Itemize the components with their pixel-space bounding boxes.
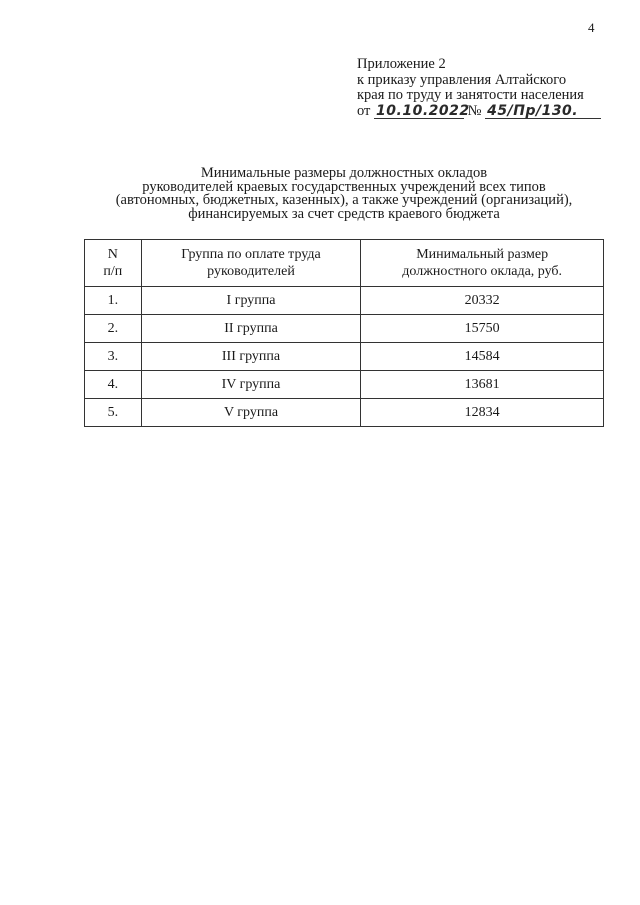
- table-header-row: [85, 240, 604, 287]
- header-number-line-1: N: [107, 247, 118, 262]
- row-salary: 20332: [361, 287, 604, 315]
- handwritten-number: 45/Пр/130.: [487, 102, 579, 119]
- table-row: [85, 287, 604, 315]
- number-sign: №: [467, 102, 482, 119]
- table-row: [85, 371, 604, 399]
- header-salary: [361, 240, 604, 287]
- header-number-line-2: п/п: [103, 264, 123, 279]
- row-group: II группа: [141, 315, 361, 343]
- order-reference: [357, 104, 617, 120]
- row-salary: 12834: [361, 399, 604, 427]
- row-group: V группа: [141, 399, 361, 427]
- appendix-line-3: края по труду и занятости населения: [357, 87, 584, 103]
- appendix-line-2: к приказу управления Алтайского: [357, 71, 567, 88]
- header-salary-line-2: должностного оклада, руб.: [402, 264, 563, 279]
- row-salary: 15750: [361, 315, 604, 343]
- row-number: 3.: [85, 343, 142, 371]
- header-group: [141, 240, 361, 287]
- order-number-field: [485, 104, 601, 119]
- header-salary-line-1: Минимальный размер: [416, 247, 549, 262]
- table-row: [85, 399, 604, 427]
- row-group: III группа: [141, 343, 361, 371]
- appendix-line-1: Приложение 2: [357, 56, 446, 72]
- title-line-2: руководителей краевых государственных учреждений всех типов: [142, 178, 546, 195]
- title-line-3: (автономных, бюджетных, казенных), а также учреждений (организаций),: [115, 192, 573, 208]
- row-number: 4.: [85, 371, 142, 399]
- table-row: [85, 315, 604, 343]
- header-group-line-2: руководителей: [207, 264, 295, 279]
- title-line-4: финансируемых за счет средств краевого бюджета: [188, 205, 500, 222]
- header-group-line-1: Группа по оплате труда: [181, 247, 321, 262]
- order-date-field: [374, 102, 470, 119]
- row-group: IV группа: [141, 371, 361, 399]
- row-group: I группа: [141, 287, 361, 315]
- salary-table: [84, 239, 604, 427]
- handwritten-date: 10.10.2022: [376, 102, 470, 119]
- date-prefix: от: [357, 102, 371, 119]
- page-number: 4: [588, 20, 595, 35]
- title-line-1: Минимальные размеры должностных окладов: [200, 165, 488, 181]
- row-number: 5.: [85, 399, 142, 427]
- row-salary: 13681: [361, 371, 604, 399]
- header-number: [85, 240, 142, 287]
- appendix-header: [357, 57, 617, 119]
- row-number: 1.: [85, 287, 142, 315]
- document-title: [84, 167, 604, 221]
- table-row: [85, 343, 604, 371]
- row-salary: 14584: [361, 343, 604, 371]
- row-number: 2.: [85, 315, 142, 343]
